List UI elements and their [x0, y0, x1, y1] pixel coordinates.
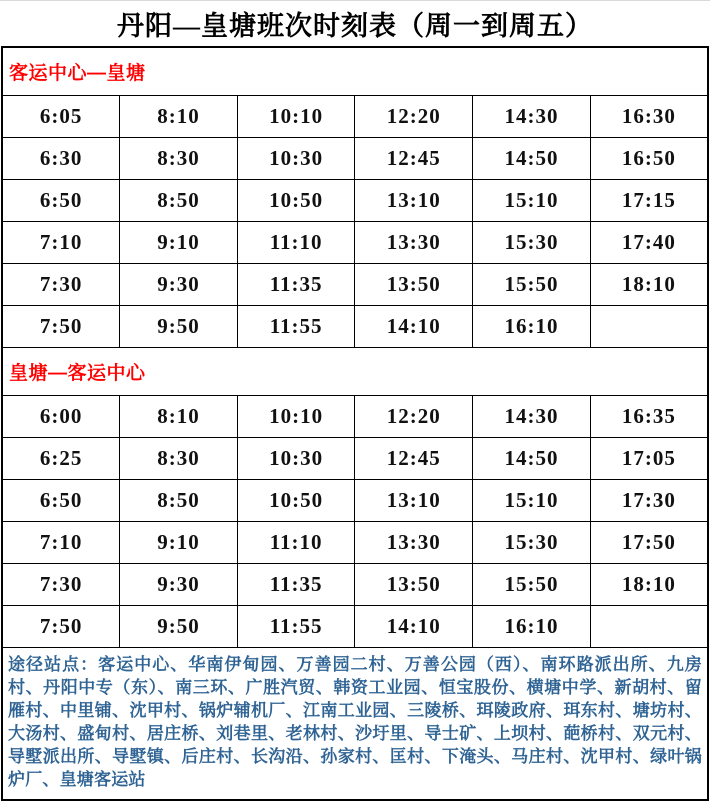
page-title: 丹阳—皇塘班次时刻表（周一到周五）	[117, 11, 593, 41]
time-cell: 12:20	[355, 395, 473, 437]
time-cell: 11:35	[237, 263, 355, 305]
timetable-row	[2, 137, 708, 179]
time-cell: 17:30	[590, 479, 708, 521]
time-cell: 16:50	[590, 137, 708, 179]
time-cell: 11:35	[237, 563, 355, 605]
time-cell: 6:00	[2, 395, 120, 437]
time-cell: 7:50	[2, 605, 120, 647]
time-cell: 16:30	[590, 95, 708, 137]
time-cell: 9:50	[120, 305, 238, 347]
route-stops-paragraph	[8, 653, 702, 791]
time-cell: 8:10	[120, 395, 238, 437]
timetable-row	[2, 305, 708, 347]
time-cell: 15:30	[473, 221, 591, 263]
time-cell: 17:40	[590, 221, 708, 263]
time-cell: 6:50	[2, 179, 120, 221]
route-stops-cell	[2, 647, 708, 800]
time-cell: 14:10	[355, 605, 473, 647]
time-cell: 9:30	[120, 563, 238, 605]
timetable-row	[2, 95, 708, 137]
time-cell: 13:30	[355, 221, 473, 263]
time-cell: 15:50	[473, 263, 591, 305]
time-cell: 6:30	[2, 137, 120, 179]
time-cell: 7:30	[2, 263, 120, 305]
time-cell: 16:35	[590, 395, 708, 437]
timetable	[1, 46, 709, 801]
time-cell: 8:50	[120, 479, 238, 521]
time-cell: 15:50	[473, 563, 591, 605]
time-cell: 12:45	[355, 437, 473, 479]
time-cell: 8:30	[120, 437, 238, 479]
time-cell: 9:10	[120, 221, 238, 263]
time-cell: 15:10	[473, 179, 591, 221]
route-stops-row	[2, 647, 708, 800]
section-header-row	[2, 47, 708, 95]
time-cell: 15:10	[473, 479, 591, 521]
time-cell: 10:10	[237, 395, 355, 437]
empty-cell	[590, 305, 708, 347]
section-header-2: 皇塘—客运中心	[2, 347, 708, 395]
time-cell: 7:30	[2, 563, 120, 605]
time-cell: 14:10	[355, 305, 473, 347]
route-stops-label: 途径站点：	[8, 654, 99, 674]
time-cell: 14:30	[473, 95, 591, 137]
time-cell: 7:10	[2, 221, 120, 263]
time-cell: 9:10	[120, 521, 238, 563]
time-cell: 11:10	[237, 221, 355, 263]
time-cell: 17:05	[590, 437, 708, 479]
time-cell: 13:30	[355, 521, 473, 563]
time-cell: 11:55	[237, 605, 355, 647]
timetable-row	[2, 179, 708, 221]
time-cell: 17:50	[590, 521, 708, 563]
time-cell: 14:50	[473, 137, 591, 179]
time-cell: 7:50	[2, 305, 120, 347]
time-cell: 13:50	[355, 263, 473, 305]
route-stops-text: 客运中心、华南伊甸园、万善园二村、万善公园（西）、南环路派出所、九房村、丹阳中专（东）、南三环、广胜汽贸、韩资工业园、恒宝股份、横塘中学、新胡村、留雁村、中里铺、沈甲村、锅炉辅机厂、江南工业园、三陵桥、珥陵政府、珥东村、塘坊村、大汤村、盛甸村、居庄桥、刘巷里、老林村、沙圩里、导士矿、上坝村、葩桥村、双元村、导墅派出所、导墅镇、后庄村、长沟沿、孙家村、匡村、下淹头、马庄村、沈甲村、绿叶锅炉厂、皇塘客运站	[8, 654, 702, 789]
time-cell: 6:05	[2, 95, 120, 137]
time-cell: 12:20	[355, 95, 473, 137]
time-cell: 10:10	[237, 95, 355, 137]
time-cell: 6:25	[2, 437, 120, 479]
time-cell: 13:10	[355, 179, 473, 221]
time-cell: 10:30	[237, 137, 355, 179]
time-cell: 17:15	[590, 179, 708, 221]
timetable-row	[2, 437, 708, 479]
timetable-row	[2, 521, 708, 563]
time-cell: 18:10	[590, 563, 708, 605]
timetable-row	[2, 221, 708, 263]
time-cell: 18:10	[590, 263, 708, 305]
timetable-row	[2, 479, 708, 521]
time-cell: 16:10	[473, 305, 591, 347]
time-cell: 10:50	[237, 479, 355, 521]
time-cell: 13:50	[355, 563, 473, 605]
timetable-row	[2, 563, 708, 605]
time-cell: 14:50	[473, 437, 591, 479]
time-cell: 15:30	[473, 521, 591, 563]
section-header-1: 客运中心—皇塘	[2, 47, 708, 95]
time-cell: 8:50	[120, 179, 238, 221]
time-cell: 11:10	[237, 521, 355, 563]
empty-cell	[590, 605, 708, 647]
timetable-row	[2, 395, 708, 437]
time-cell: 9:50	[120, 605, 238, 647]
time-cell: 9:30	[120, 263, 238, 305]
time-cell: 6:50	[2, 479, 120, 521]
time-cell: 13:10	[355, 479, 473, 521]
time-cell: 8:30	[120, 137, 238, 179]
time-cell: 11:55	[237, 305, 355, 347]
timetable-row	[2, 263, 708, 305]
time-cell: 16:10	[473, 605, 591, 647]
time-cell: 8:10	[120, 95, 238, 137]
time-cell: 10:30	[237, 437, 355, 479]
time-cell: 12:45	[355, 137, 473, 179]
section-header-row	[2, 347, 708, 395]
timetable-row	[2, 605, 708, 647]
time-cell: 14:30	[473, 395, 591, 437]
time-cell: 10:50	[237, 179, 355, 221]
time-cell: 7:10	[2, 521, 120, 563]
